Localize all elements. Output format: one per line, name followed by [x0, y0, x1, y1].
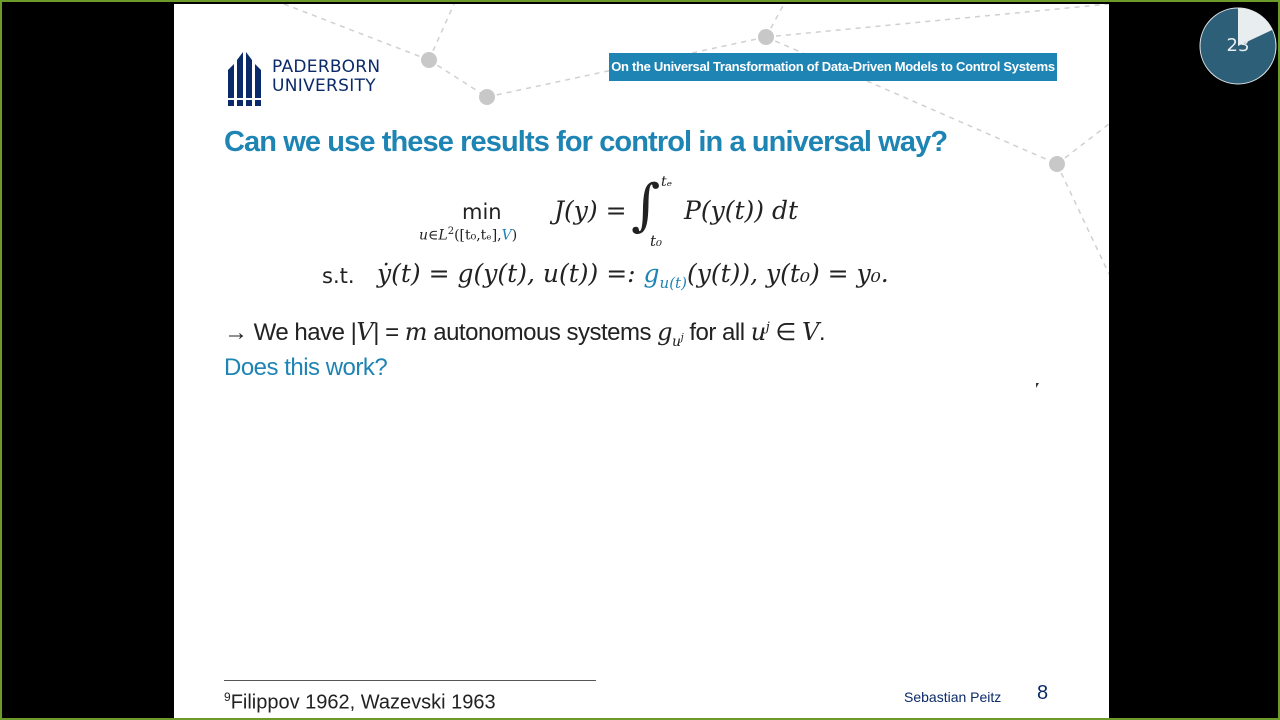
logo-line-2: UNIVERSITY	[272, 76, 376, 96]
page-number: 8	[1037, 682, 1049, 704]
integral-lower-limit: t₀	[650, 232, 663, 250]
mouse-cursor	[1036, 383, 1039, 388]
stmt-g-sub: u	[672, 333, 681, 350]
integral-sign: ∫	[631, 173, 661, 238]
dynamics-part-1: ẏ(t) = g(y(t), u(t)) =:	[377, 259, 644, 288]
dynamics-constraint	[377, 259, 889, 292]
dynamics-g-symbol: g	[643, 259, 660, 288]
min-sub-set-v: V	[501, 227, 512, 244]
slide-title: Can we use these results for control in a universal way?	[224, 126, 948, 158]
stmt-g-sub-sup: j	[680, 332, 684, 344]
footnote-divider	[224, 680, 596, 681]
dynamics-g-subscript: u(t)	[659, 274, 687, 292]
stmt-text-d: for all	[683, 319, 751, 346]
stmt-u-sup: j	[765, 320, 770, 335]
min-subscript	[419, 226, 517, 244]
footnote-marker: 9	[224, 690, 231, 704]
question-text: Does this work?	[224, 354, 388, 381]
min-sub-part: u∈L	[419, 227, 448, 244]
stmt-g: g	[657, 318, 673, 346]
integrand: P(y(t)) dt	[684, 196, 799, 225]
timer-value: 23	[1226, 35, 1250, 56]
autonomous-systems-statement	[224, 318, 825, 350]
stmt-m: m	[404, 318, 428, 346]
stmt-text-a: → We have |	[224, 319, 357, 346]
min-sub-exponent: 2	[447, 226, 455, 237]
stmt-set-v-2: V	[801, 318, 819, 346]
min-sub-close: )	[511, 227, 518, 244]
optimization-problem	[419, 174, 819, 254]
logo-line-1: PADERBORN	[272, 57, 381, 77]
stmt-text-c: autonomous systems	[427, 319, 658, 346]
footnote	[224, 690, 496, 715]
objective-lhs: J(y) =	[554, 196, 627, 225]
integral-upper-limit: tₑ	[661, 174, 673, 190]
min-operator: min	[462, 200, 502, 224]
stmt-text-f: .	[818, 319, 825, 346]
stmt-u: u	[750, 318, 766, 346]
university-logo-text	[272, 58, 380, 96]
footnote-text: Filippov 1962, Wazevski 1963	[230, 691, 496, 714]
stmt-text-e: ∈	[769, 319, 802, 346]
presentation-title-banner: On the Universal Transformation of Data-Driven Models to Control Systems	[609, 53, 1057, 81]
dynamics-part-2: (y(t)), y(t₀) = y₀.	[686, 259, 889, 288]
university-logo	[224, 48, 380, 106]
stmt-text-b: | =	[373, 319, 405, 346]
stmt-set-v: V	[356, 318, 374, 346]
author-name: Sebastian Peitz	[904, 689, 1002, 705]
subject-to-label: s.t.	[322, 264, 355, 288]
university-logo-icon	[224, 48, 264, 106]
presentation-slide	[174, 4, 1109, 720]
min-sub-interval: ([t₀,tₑ],	[454, 227, 502, 244]
